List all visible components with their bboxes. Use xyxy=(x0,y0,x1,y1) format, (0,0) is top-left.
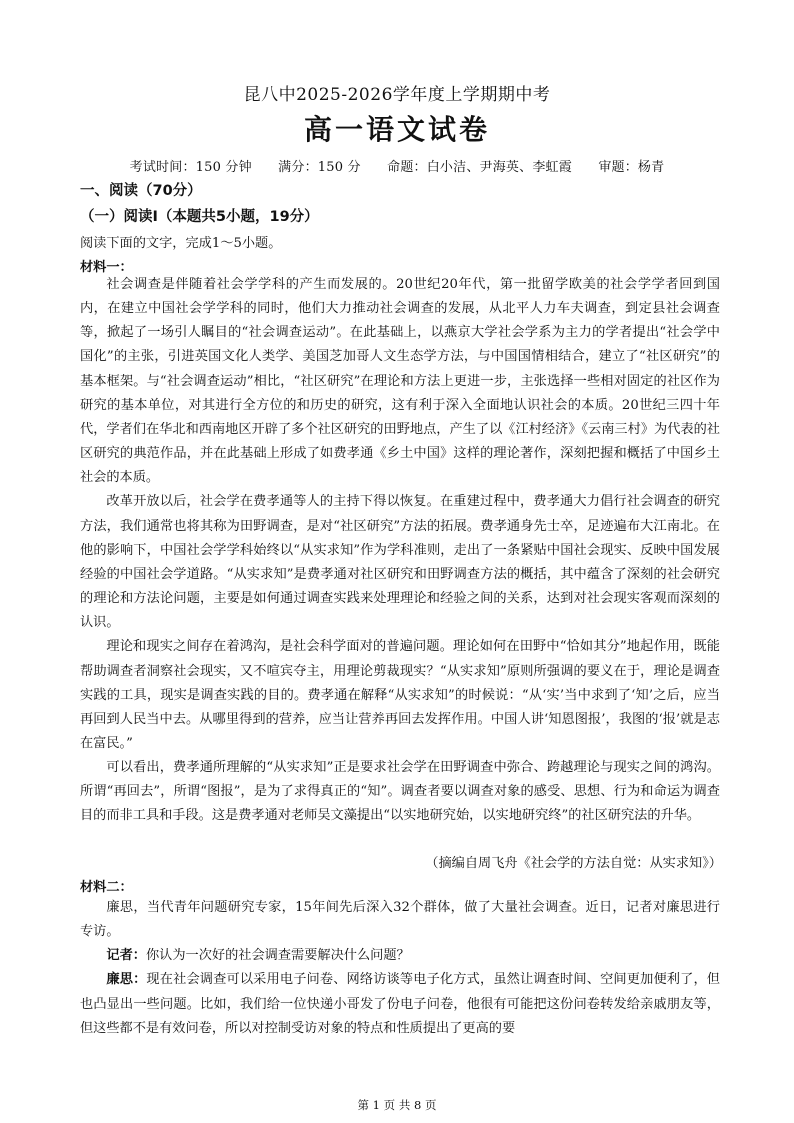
section-heading: 一、阅读（70分） xyxy=(80,183,202,199)
material-1-body xyxy=(80,273,720,829)
paragraph: 改革开放以后，社会学在费孝通等人的主持下得以恢复。在重建过程中，费孝通大力倡行社会调查的研究方法，我们通常也将其称为田野调查，是对“社区研究”方法的拓展。费孝通身先士卒，足迹遍布大江南北。在他的影响下，中国社会学学科始终以“从实求知”作为学科准则，走出了一条紧贴中国社会现实、反映中国发展经验的中国社会学道路。“从实求知”是费孝通对社区研究和田野调查方法的概括，其中蕴含了深刻的社会研究的理论和方法论问题，主要是如何通过调查实践来处理理论和经验之间的关系，达到对社会现实客观而深刻的认识。 xyxy=(80,494,720,631)
paragraph: 廉思，当代青年问题研究专家，15年间先后深入32个群体，做了大量社会调查。近日，记者对廉思进行专访。 xyxy=(80,900,720,940)
answer-text: 现在社会调查可以采用电子问卷、网络访谈等电子化方式，虽然让调查时间、空间更加便利了，但也凸显出一些问题。比如，我们给一位快递小哥发了份电子问卷，他很有可能把这份问卷转发给亲戚朋友等，但这些都不是有效问卷，所以对控制受访对象的特点和性质提出了更高的要 xyxy=(80,972,720,1036)
instruction: 阅读下面的文字，完成1～5小题。 xyxy=(80,236,282,251)
exam-meta: 考试时间：150 分钟 满分：150 分 命题：白小洁、尹海英、李虹霞 审题：杨青 xyxy=(129,160,665,175)
speaker-label: 廉思： xyxy=(106,972,147,988)
paragraph: 可以看出，费孝通所理解的“从实求知”正是要求社会学在田野调查中弥合、跨越理论与现实之间的鸿沟。所谓“再回去”，所谓“图报”，是为了求得真正的“知”。调查者要以调查对象的感受、思想、行为和命运为调查目的而非工具和手段。这是费孝通对老师吴文藻提出“以实地研究始，以实地研究终”的社区研究法的升华。 xyxy=(80,760,720,824)
material-2-label: 材料二： xyxy=(80,880,133,895)
interview-question xyxy=(80,944,720,968)
material-1-source: （摘编自周飞舟《社会学的方法自觉：从实求知》） xyxy=(425,856,722,871)
subsection-heading: （一）阅读Ⅰ（本题共5小题，19分） xyxy=(80,209,319,225)
paragraph: 社会调查是伴随着社会学学科的产生而发展的。20世纪20年代，第一批留学欧美的社会学学者回到国内，在建立中国社会学学科的同时，他们大力推动社会调查的发展，从北平人力车夫调查，到定县社会调查等，掀起了一场引人瞩目的“社会调查运动”。在此基础上，以燕京大学社会学系为主力的学者提出“社会学中国化”的主张，引进英国文化人类学、美国芝加哥人文生态学方法，与中国国情相结合，建立了“社区研究”的基本框架。与“社会调查运动”相比，“社区研究”在理论和方法上更进一步，主张选择一些相对固定的社区作为研究的基本单位，对其进行全方位的和历史的研究，这有利于深入全面地认识社会的本质。20世纪三四十年代，学者们在华北和西南地区开辟了多个社区研究的田野地点，产生了以《江村经济》《云南三村》为代表的社区研究的典范作品，并在此基础上形成了如费孝通《乡土中国》这样的理论著作，深刻把握和概括了中国乡土社会的本质。 xyxy=(80,277,720,486)
paragraph: 理论和现实之间存在着鸿沟，是社会科学面对的普遍问题。理论如何在田野中“恰如其分”地起作用，既能帮助调查者洞察社会现实，又不喧宾夺主，用理论剪裁现实？“从实求知”原则所强调的要义在于，理论是调查实践的工具，现实是调查实践的目的。费孝通在解释“从实求知”的时候说：“从‘实’当中求到了‘知’之后，应当再回到人民当中去。从哪里得到的营养，应当让营养再回去发挥作用。中国人讲‘知恩图报’，我图的‘报’就是志在富民。” xyxy=(80,639,720,751)
question-text: 你认为一次好的社会调查需要解决什么问题？ xyxy=(145,948,410,964)
interview-answer xyxy=(80,968,720,1040)
material-2-body xyxy=(80,896,720,1041)
material-1-label: 材料一： xyxy=(80,260,133,275)
exam-subtitle: 昆八中2025-2026学年度上学期期中考 xyxy=(243,85,551,105)
page-number: 第 1 页 共 8 页 xyxy=(357,1098,437,1112)
speaker-label: 记者： xyxy=(106,948,146,964)
paper-title: 高一语文试卷 xyxy=(303,113,490,146)
